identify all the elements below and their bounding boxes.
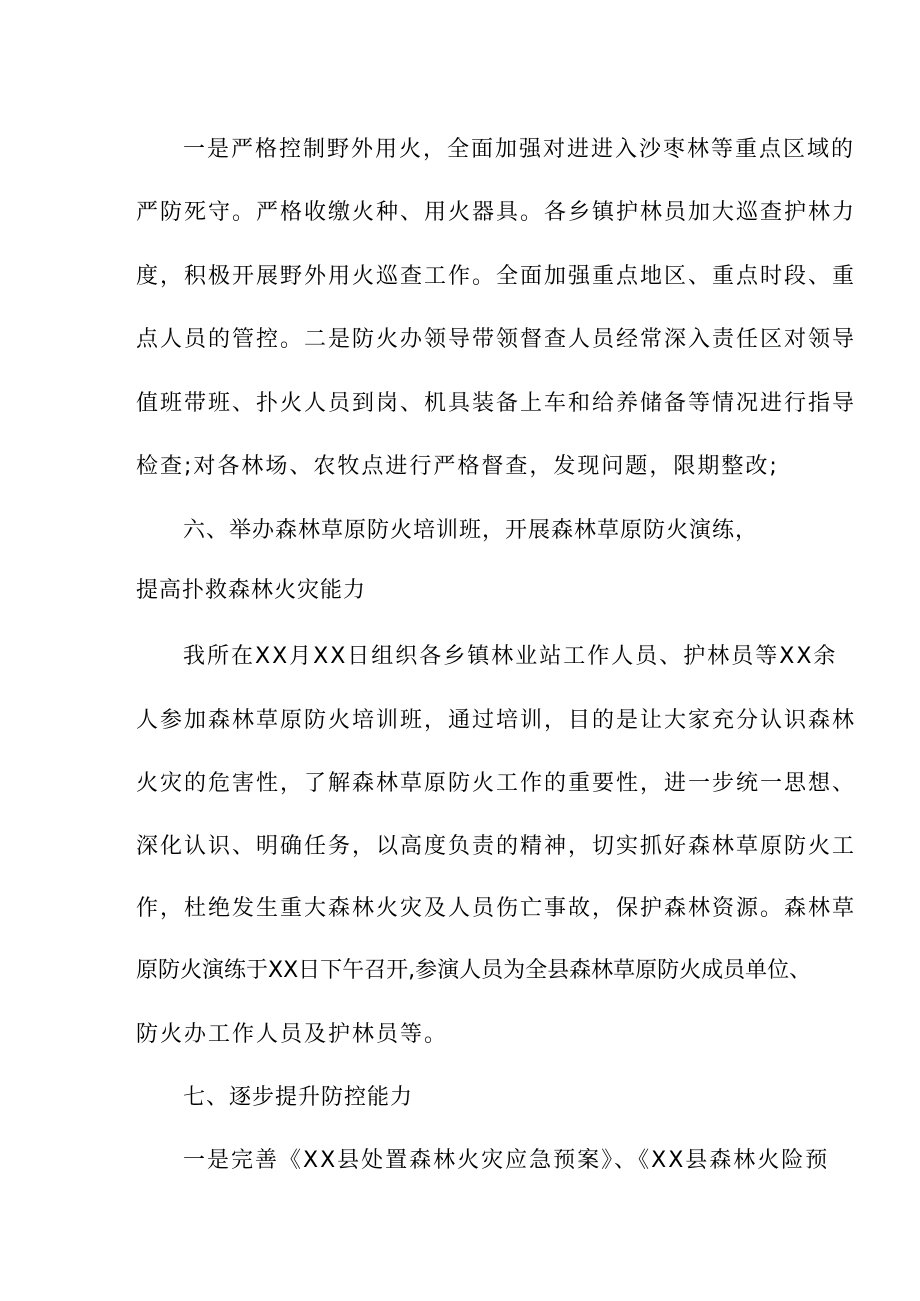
paragraph-line: 严防死守。严格收缴火种、用火器具。各乡镇护林员加大巡查护林力	[136, 200, 857, 225]
paragraph-line: 我所在XX月XX日组织各乡镇林业站工作人员、护林员等XX余	[183, 644, 838, 669]
paragraph-line: 点人员的管控。二是防火办领导带领督查人员经常深入责任区对领导	[136, 327, 857, 352]
paragraph-line: 一是完善《XX县处置森林火灾应急预案》、《XX县森林火险预	[183, 1148, 830, 1173]
paragraph-line: 检查;对各林场、农牧点进行严格督查，发现问题，限期整改;	[136, 454, 779, 479]
paragraph-line: 人参加森林草原防火培训班，通过培训，目的是让大家充分认识森林	[136, 708, 857, 733]
paragraph-line: 火灾的危害性，了解森林草原防火工作的重要性，进一步统一思想、	[136, 771, 857, 796]
section-heading-six-line-1: 六、举办森林草原防火培训班，开展森林草原防火演练，	[183, 518, 759, 543]
paragraph-line: 防火办工作人员及护林员等。	[136, 1022, 449, 1047]
paragraph-line: 一是严格控制野外用火，全面加强对进进入沙枣林等重点区域的	[183, 137, 856, 162]
paragraph-line: 深化认识、明确任务，以高度负责的精神，切实抓好森林草原防火工	[136, 834, 857, 859]
paragraph-line: 作，杜绝发生重大森林火灾及人员伤亡事故，保护森林资源。森林草	[136, 896, 857, 921]
section-heading-six-line-2: 提高扑救森林火灾能力	[136, 578, 367, 603]
paragraph-line: 值班带班、扑火人员到岗、机具装备上车和给养储备等情况进行指导	[136, 391, 857, 416]
section-heading-seven: 七、逐步提升防控能力	[183, 1085, 414, 1110]
paragraph-line: 度，积极开展野外用火巡查工作。全面加强重点地区、重点时段、重	[136, 264, 857, 289]
paragraph-line: 原防火演练于XX日下午召开,参演人员为全县森林草原防火成员单位、	[136, 958, 812, 983]
